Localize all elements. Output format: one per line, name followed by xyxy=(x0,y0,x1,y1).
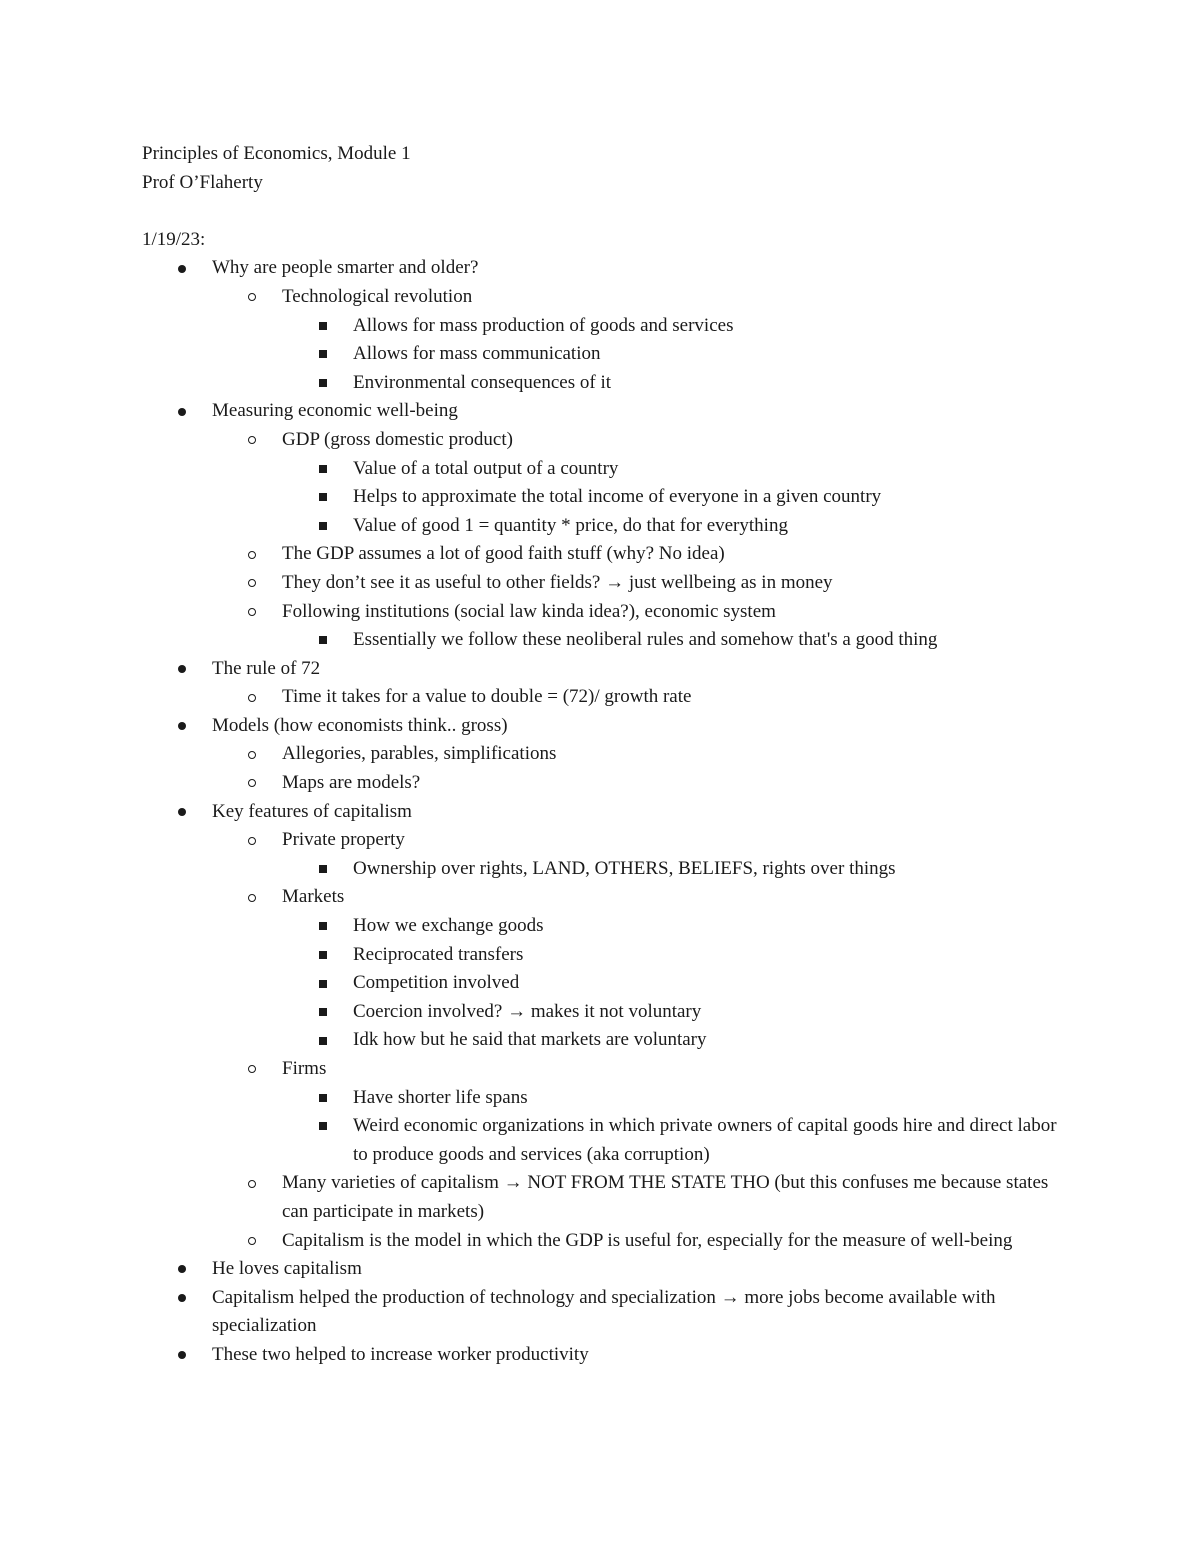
professor-name: Prof O’Flaherty xyxy=(142,171,263,193)
list-item-text: Value of good 1 = quantity * price, do that for everything xyxy=(353,514,788,536)
list-item-text: Following institutions (social law kinda idea?), economic system xyxy=(282,600,776,622)
square-bullet-icon xyxy=(319,998,327,1027)
list-item xyxy=(142,512,1072,541)
list-item xyxy=(142,883,1072,912)
hollow-circle-bullet-icon xyxy=(248,826,256,855)
hollow-circle-bullet-icon xyxy=(248,426,256,455)
list-item xyxy=(142,1341,1072,1370)
list-item-text: Value of a total output of a country xyxy=(353,457,619,479)
filled-circle-bullet-icon xyxy=(178,1341,186,1370)
notes-list xyxy=(142,254,1072,1369)
list-item-text: Idk how but he said that markets are voluntary xyxy=(353,1029,707,1051)
list-item xyxy=(142,340,1072,369)
list-item xyxy=(142,483,1072,512)
list-item xyxy=(142,283,1072,312)
list-item-text: He loves capitalism xyxy=(212,1258,362,1280)
list-item xyxy=(142,941,1072,970)
square-bullet-icon xyxy=(319,969,327,998)
list-item-text: Allows for mass production of goods and services xyxy=(353,314,734,336)
filled-circle-bullet-icon xyxy=(178,1255,186,1284)
square-bullet-icon xyxy=(319,855,327,884)
square-bullet-icon xyxy=(319,340,327,369)
list-item xyxy=(142,426,1072,455)
list-item-text: Weird economic organizations in which private owners of capital goods hire and direct labor to produce goods and services (aka corruption) xyxy=(353,1115,1057,1165)
list-item-text: Helps to approximate the total income of everyone in a given country xyxy=(353,486,882,508)
list-item-text: Many varieties of capitalism → NOT FROM THE STATE THO (but this confuses me because states can participate in markets) xyxy=(282,1172,1049,1222)
list-item xyxy=(142,1055,1072,1084)
document-page xyxy=(142,140,1072,1370)
list-item-text: Measuring economic well-being xyxy=(212,400,458,422)
square-bullet-icon xyxy=(319,369,327,398)
list-item-text: Environmental consequences of it xyxy=(353,371,612,393)
list-item-text: Private property xyxy=(282,829,405,851)
list-item-text: Capitalism is the model in which the GDP is useful for, especially for the measure of well-being xyxy=(282,1229,1013,1251)
list-item-text: Have shorter life spans xyxy=(353,1086,528,1108)
list-item-text: The GDP assumes a lot of good faith stuff (why? No idea) xyxy=(282,543,725,565)
square-bullet-icon xyxy=(319,312,327,341)
list-item xyxy=(142,969,1072,998)
list-item xyxy=(142,712,1072,741)
square-bullet-icon xyxy=(319,512,327,541)
list-item-text: How we exchange goods xyxy=(353,915,544,937)
list-item-text: Essentially we follow these neoliberal rules and somehow that's a good thing xyxy=(353,629,938,651)
list-item xyxy=(142,1026,1072,1055)
square-bullet-icon xyxy=(319,455,327,484)
filled-circle-bullet-icon xyxy=(178,798,186,827)
list-item xyxy=(142,740,1072,769)
list-item xyxy=(142,369,1072,398)
list-item xyxy=(142,1169,1072,1226)
filled-circle-bullet-icon xyxy=(178,397,186,426)
square-bullet-icon xyxy=(319,1084,327,1113)
list-item-text: GDP (gross domestic product) xyxy=(282,428,513,450)
list-item xyxy=(142,1227,1072,1256)
list-item-text: Maps are models? xyxy=(282,772,421,794)
list-item xyxy=(142,912,1072,941)
list-item-text: Key features of capitalism xyxy=(212,800,412,822)
list-item xyxy=(142,626,1072,655)
hollow-circle-bullet-icon xyxy=(248,1169,256,1198)
filled-circle-bullet-icon xyxy=(178,655,186,684)
list-item xyxy=(142,312,1072,341)
list-item-text: Why are people smarter and older? xyxy=(212,257,479,279)
list-item-text: Markets xyxy=(282,886,345,908)
hollow-circle-bullet-icon xyxy=(248,283,256,312)
hollow-circle-bullet-icon xyxy=(248,883,256,912)
hollow-circle-bullet-icon xyxy=(248,540,256,569)
list-item xyxy=(142,598,1072,627)
blank-line xyxy=(142,197,1072,226)
list-item xyxy=(142,1284,1072,1341)
square-bullet-icon xyxy=(319,912,327,941)
square-bullet-icon xyxy=(319,483,327,512)
list-item xyxy=(142,1112,1072,1169)
hollow-circle-bullet-icon xyxy=(248,769,256,798)
hollow-circle-bullet-icon xyxy=(248,1227,256,1256)
filled-circle-bullet-icon xyxy=(178,712,186,741)
square-bullet-icon xyxy=(319,1112,327,1141)
list-item xyxy=(142,683,1072,712)
square-bullet-icon xyxy=(319,626,327,655)
list-item-text: Firms xyxy=(282,1058,327,1079)
list-item xyxy=(142,1084,1072,1113)
hollow-circle-bullet-icon xyxy=(248,598,256,627)
filled-circle-bullet-icon xyxy=(178,254,186,283)
list-item xyxy=(142,798,1072,827)
list-item-text: They don’t see it as useful to other fields? → just wellbeing as in money xyxy=(282,571,833,593)
list-item-text: Technological revolution xyxy=(282,285,473,307)
list-item-text: Allows for mass communication xyxy=(353,343,601,365)
list-item-text: Coercion involved? → makes it not voluntary xyxy=(353,1000,702,1022)
list-item xyxy=(142,397,1072,426)
hollow-circle-bullet-icon xyxy=(248,683,256,712)
hollow-circle-bullet-icon xyxy=(248,569,256,598)
square-bullet-icon xyxy=(319,1026,327,1055)
list-item xyxy=(142,826,1072,855)
list-item xyxy=(142,1255,1072,1284)
filled-circle-bullet-icon xyxy=(178,1284,186,1313)
list-item xyxy=(142,455,1072,484)
list-item xyxy=(142,769,1072,798)
hollow-circle-bullet-icon xyxy=(248,1055,256,1084)
list-item-text: Allegories, parables, simplifications xyxy=(282,743,557,765)
document-title: Principles of Economics, Module 1 xyxy=(142,143,411,164)
list-item-text: These two helped to increase worker productivity xyxy=(212,1343,589,1365)
list-item-text: Capitalism helped the production of technology and specialization → more jobs become available with specialization xyxy=(212,1286,996,1337)
list-item-text: Reciprocated transfers xyxy=(353,943,524,965)
notes-date: 1/19/23: xyxy=(142,228,206,250)
square-bullet-icon xyxy=(319,941,327,970)
list-item-text: The rule of 72 xyxy=(212,657,321,679)
list-item xyxy=(142,540,1072,569)
list-item xyxy=(142,998,1072,1027)
list-item xyxy=(142,254,1072,283)
list-item xyxy=(142,569,1072,598)
list-item xyxy=(142,655,1072,684)
list-item-text: Time it takes for a value to double = (72)/ growth rate xyxy=(282,686,692,708)
list-item-text: Competition involved xyxy=(353,972,520,994)
list-item xyxy=(142,855,1072,884)
list-item-text: Ownership over rights, LAND, OTHERS, BELIEFS, rights over things xyxy=(353,857,896,879)
hollow-circle-bullet-icon xyxy=(248,740,256,769)
list-item-text: Models (how economists think.. gross) xyxy=(212,714,508,736)
